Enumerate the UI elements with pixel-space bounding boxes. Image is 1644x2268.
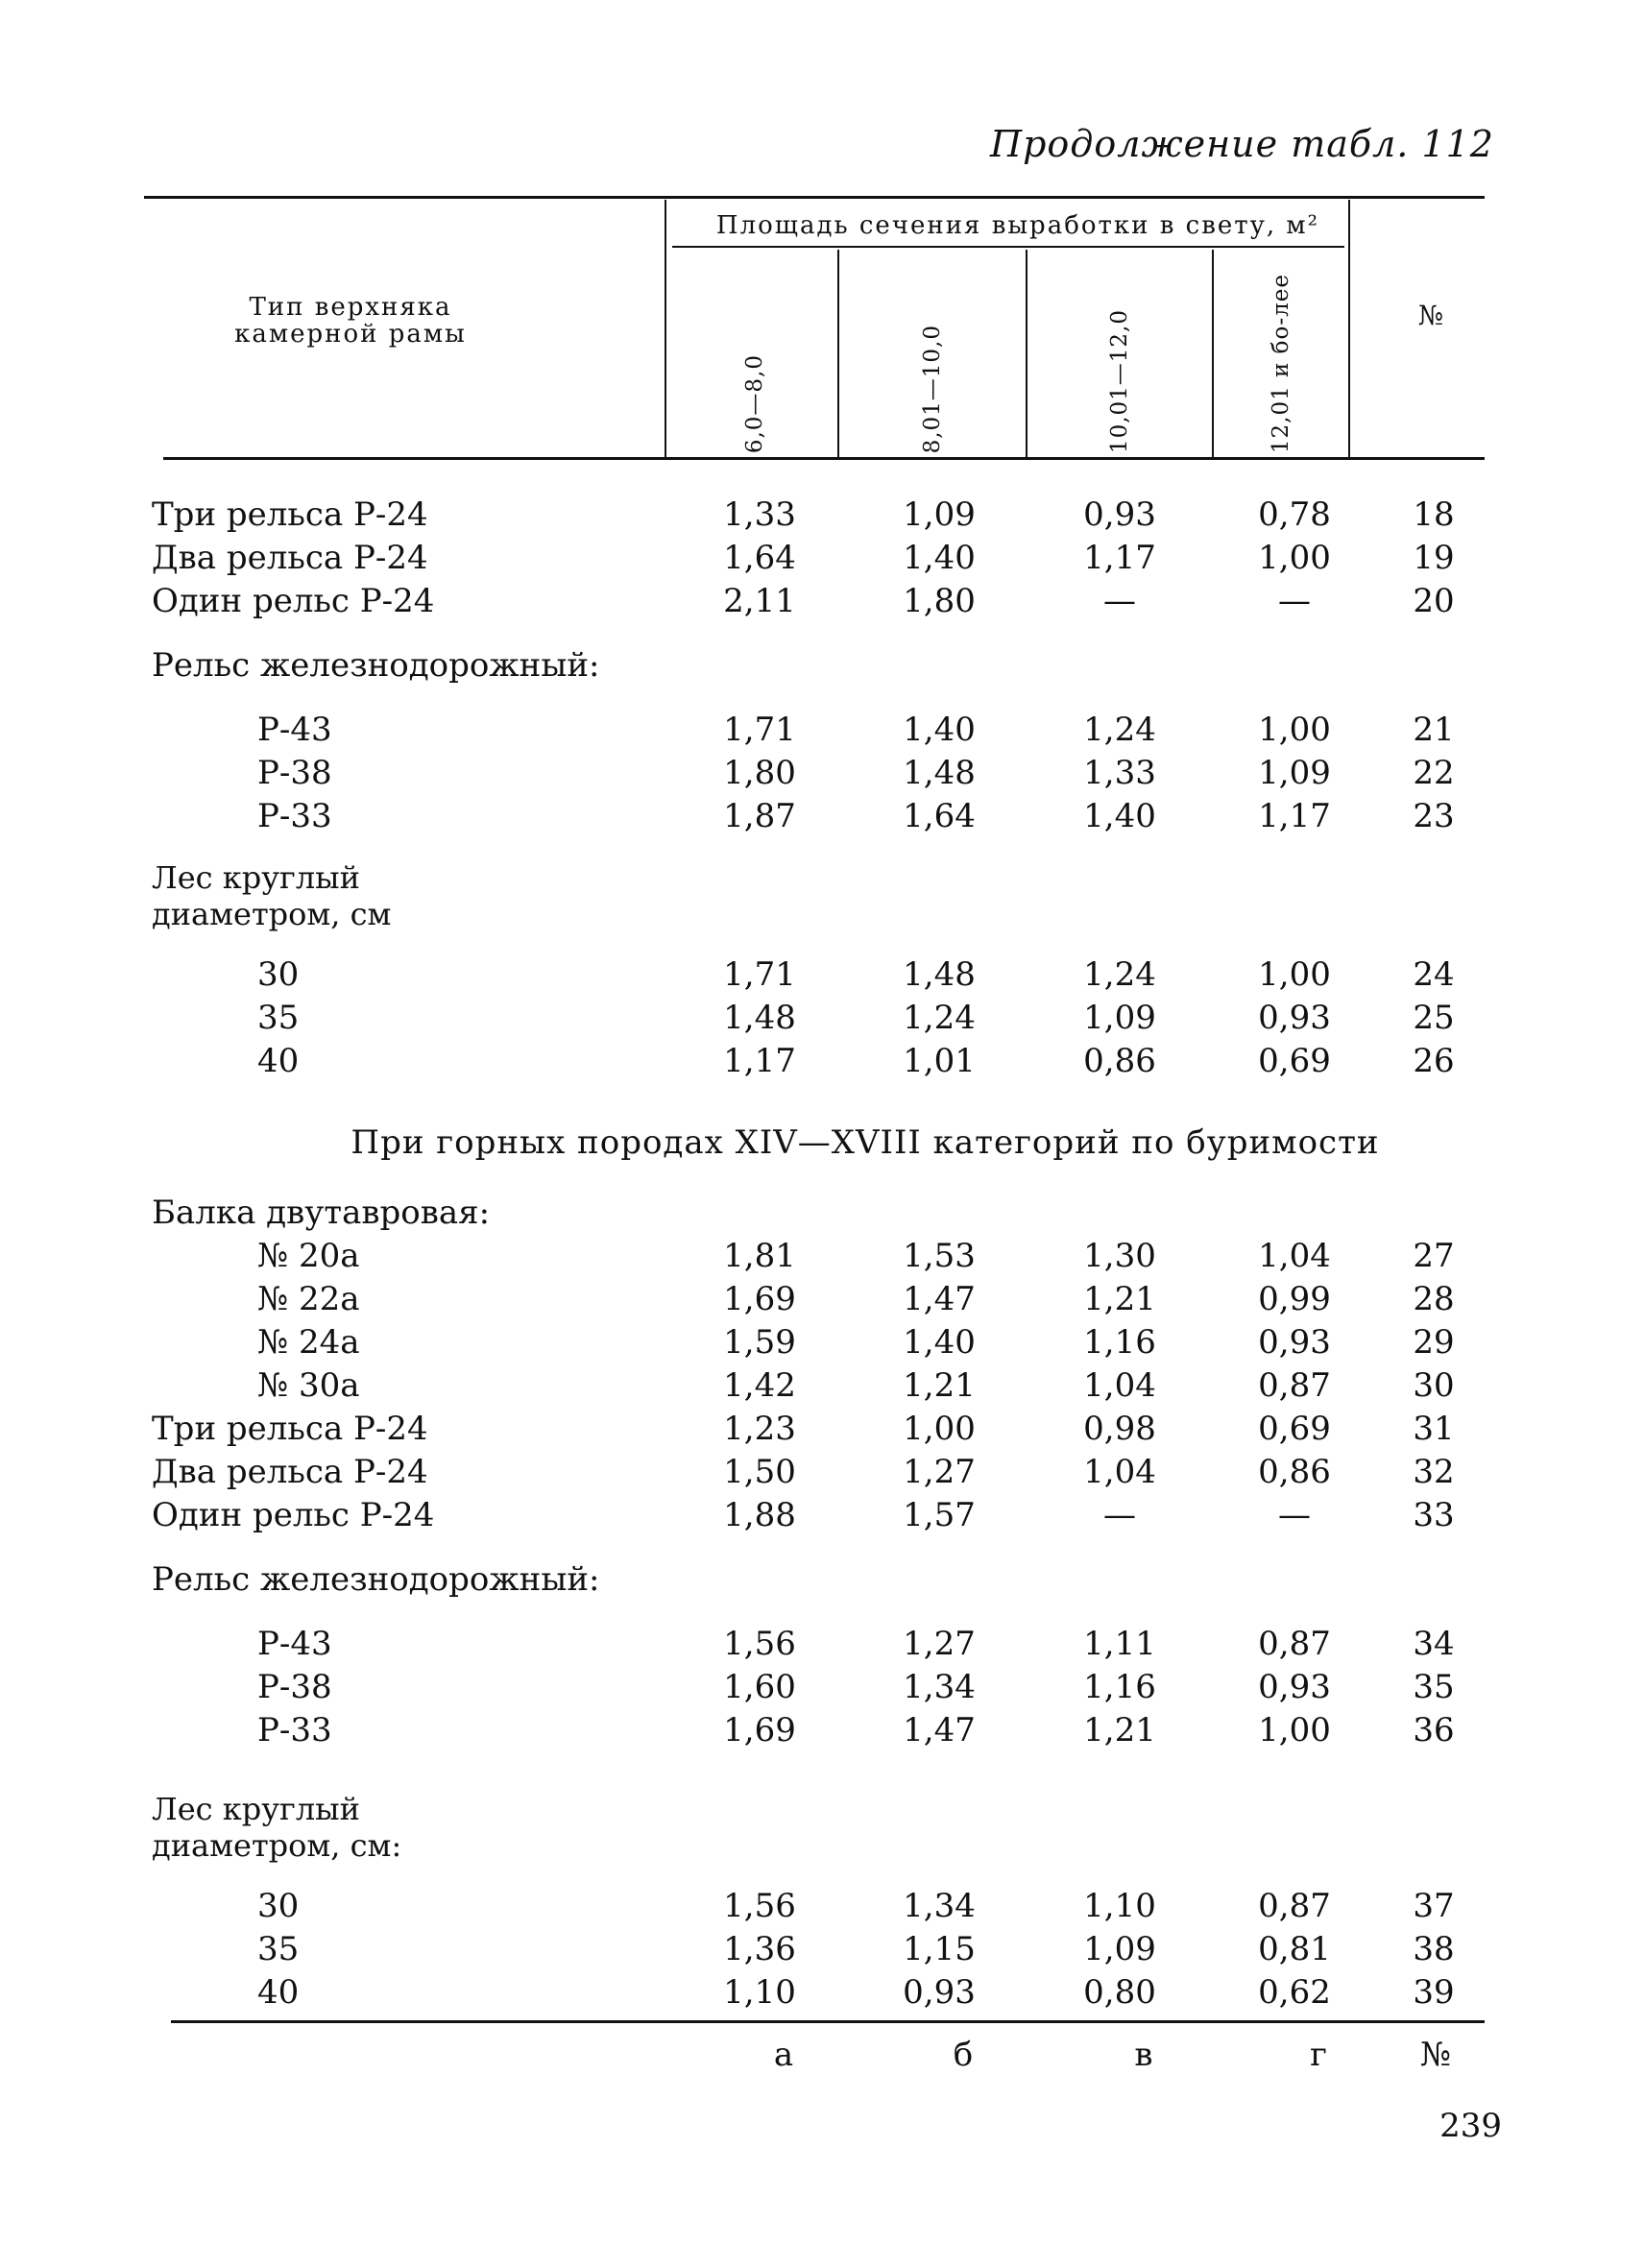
row-label: № 22а: [257, 1280, 360, 1318]
cell-value: 1,47: [903, 1711, 976, 1749]
wood-subheading-line: диаметром, см: [152, 896, 392, 932]
row-number: 22: [1413, 754, 1455, 792]
table-continuation-caption: Продолжение табл. 112: [989, 123, 1494, 165]
cell-value: 1,21: [903, 1366, 976, 1405]
stub-header-line: Тип верхняка: [249, 293, 452, 322]
cell-value: 1,04: [1083, 1366, 1156, 1405]
cell-value: 1,47: [903, 1280, 976, 1318]
footer-letter: г: [1310, 2036, 1327, 2074]
row-number: 29: [1413, 1323, 1455, 1362]
cell-value: 0,86: [1258, 1453, 1331, 1491]
wood-subheading: [0, 859, 1644, 932]
row-number: 33: [1413, 1496, 1455, 1534]
table-body: [0, 494, 1644, 2015]
stub-column-header: [192, 294, 509, 348]
cell-value: 1,64: [723, 539, 796, 577]
area-group-header: Площадь сечения выработки в свету, м²: [715, 211, 1320, 240]
cell-value: 1,00: [903, 1410, 976, 1448]
table-row: [0, 1278, 1644, 1321]
cell-value: —: [1103, 582, 1136, 620]
row-number: 23: [1413, 797, 1455, 835]
cell-value: 1,42: [723, 1366, 796, 1405]
row-label: 30: [257, 955, 300, 994]
cell-value: 1,71: [723, 955, 796, 994]
cell-value: 0,93: [1258, 999, 1331, 1037]
cell-value: 1,10: [1083, 1887, 1156, 1925]
number-column-header: №: [1417, 300, 1444, 331]
cell-value: 0,98: [1083, 1410, 1156, 1448]
cell-value: 1,09: [903, 495, 976, 534]
row-number: 37: [1413, 1887, 1455, 1925]
row-label: № 30а: [257, 1366, 360, 1405]
cell-value: —: [1103, 1496, 1136, 1534]
cell-value: 1,01: [903, 1042, 976, 1080]
row-label: Два рельса Р-24: [152, 539, 428, 577]
cell-value: 1,40: [903, 539, 976, 577]
cell-value: 1,24: [1083, 711, 1156, 749]
column-header-4: [1214, 252, 1348, 453]
block2-rail-p24-group: [0, 1408, 1644, 1537]
cell-value: 1,34: [903, 1887, 976, 1925]
cell-value: —: [1278, 1496, 1311, 1534]
cell-value: 1,17: [723, 1042, 796, 1080]
cell-value: 1,21: [1083, 1280, 1156, 1318]
footer-letter: в: [1134, 2036, 1153, 2074]
table-row: [0, 1709, 1644, 1752]
block1-rail-group: [0, 709, 1644, 838]
page-number: 239: [1439, 2107, 1502, 2145]
cell-value: 1,71: [723, 711, 796, 749]
row-label: 40: [257, 1973, 300, 2012]
row-number: 24: [1413, 955, 1455, 994]
cell-value: 1,69: [723, 1280, 796, 1318]
cell-value: 1,36: [723, 1930, 796, 1968]
row-label: 40: [257, 1042, 300, 1080]
row-label: Р-33: [257, 1711, 332, 1749]
cell-value: 0,69: [1258, 1410, 1331, 1448]
table-row: [0, 494, 1644, 537]
cell-value: 1,40: [903, 711, 976, 749]
cell-value: 1,50: [723, 1453, 796, 1491]
table-row: [0, 1494, 1644, 1537]
row-label: Три рельса Р-24: [152, 1410, 428, 1448]
table-row: [0, 752, 1644, 795]
block2-beam-group: [0, 1235, 1644, 1408]
cell-value: 1,00: [1258, 539, 1331, 577]
block1-rail-p24-group: [0, 494, 1644, 623]
row-label: Р-33: [257, 797, 332, 835]
row-label: Два рельса Р-24: [152, 1453, 428, 1491]
wood-subheading-line: Лес круглый: [152, 859, 360, 896]
column-header-3: [1028, 252, 1212, 453]
row-number: 32: [1413, 1453, 1455, 1491]
cell-value: 0,81: [1258, 1930, 1331, 1968]
row-label: Один рельс Р-24: [152, 1496, 435, 1534]
cell-value: 0,87: [1258, 1366, 1331, 1405]
cell-value: 0,86: [1083, 1042, 1156, 1080]
cell-value: 1,40: [1083, 797, 1156, 835]
cell-value: 1,48: [723, 999, 796, 1037]
table-row: [0, 1928, 1644, 1971]
cell-value: 1,33: [723, 495, 796, 534]
row-number: 20: [1413, 582, 1455, 620]
header-bottom-rule: [163, 457, 1485, 460]
table-row: [0, 1623, 1644, 1666]
cell-value: 1,11: [1083, 1625, 1156, 1663]
cell-value: 1,00: [1258, 955, 1331, 994]
cell-value: 1,00: [1258, 1711, 1331, 1749]
cell-value: 1,48: [903, 754, 976, 792]
footer-letter: а: [773, 2036, 794, 2074]
cell-value: —: [1278, 582, 1311, 620]
cell-value: 1,40: [903, 1323, 976, 1362]
cell-value: 1,17: [1083, 539, 1156, 577]
cell-value: 1,21: [1083, 1711, 1156, 1749]
column-header-text: 8,01—10,0: [920, 324, 945, 453]
row-number: 35: [1413, 1668, 1455, 1706]
row-number: 38: [1413, 1930, 1455, 1968]
table-row: [0, 1971, 1644, 2015]
row-label: № 24а: [257, 1323, 360, 1362]
cell-value: 1,16: [1083, 1323, 1156, 1362]
cell-value: 0,78: [1258, 495, 1331, 534]
row-number: 27: [1413, 1237, 1455, 1275]
cell-value: 1,15: [903, 1930, 976, 1968]
cell-value: 1,30: [1083, 1237, 1156, 1275]
cell-value: 1,56: [723, 1625, 796, 1663]
cell-value: 1,33: [1083, 754, 1156, 792]
row-number: 18: [1413, 495, 1455, 534]
row-number: 21: [1413, 711, 1455, 749]
cell-value: 1,59: [723, 1323, 796, 1362]
column-header-text: 12,01 и бо-лее: [1269, 273, 1293, 453]
row-label: № 20а: [257, 1237, 360, 1275]
table-row: [0, 1885, 1644, 1928]
row-label: 35: [257, 1930, 300, 1968]
row-label: Один рельс Р-24: [152, 582, 435, 620]
cell-value: 0,93: [1258, 1668, 1331, 1706]
rail-subheading: Рельс железнодорожный:: [152, 646, 600, 685]
row-number: 31: [1413, 1410, 1455, 1448]
table-row: [0, 1321, 1644, 1364]
cell-value: 1,04: [1083, 1453, 1156, 1491]
wood-subheading: [0, 1791, 1644, 1864]
section-title: При горных породах XIV—XVIII категорий по буримости: [351, 1123, 1380, 1162]
cell-value: 1,23: [723, 1410, 796, 1448]
cell-value: 0,99: [1258, 1280, 1331, 1318]
cell-value: 1,04: [1258, 1237, 1331, 1275]
row-number: 30: [1413, 1366, 1455, 1405]
row-label: Р-38: [257, 1668, 332, 1706]
column-header-2: [839, 252, 1026, 453]
row-number: 25: [1413, 999, 1455, 1037]
cell-value: 1,27: [903, 1625, 976, 1663]
footer-letter: б: [953, 2036, 974, 2074]
cell-value: 1,56: [723, 1887, 796, 1925]
table-row: [0, 795, 1644, 838]
table-top-rule: [144, 196, 1485, 199]
row-label: 35: [257, 999, 300, 1037]
row-number: 28: [1413, 1280, 1455, 1318]
cell-value: 1,09: [1083, 1930, 1156, 1968]
cell-value: 0,87: [1258, 1887, 1331, 1925]
cell-value: 0,93: [903, 1973, 976, 2012]
row-number: 39: [1413, 1973, 1455, 2012]
column-header-text: 10,01—12,0: [1107, 308, 1132, 453]
table-row: [0, 709, 1644, 752]
block1-wood-group: [0, 953, 1644, 1083]
table-row: [0, 1408, 1644, 1451]
cell-value: 1,09: [1258, 754, 1331, 792]
table-row: [0, 537, 1644, 580]
cell-value: 1,57: [903, 1496, 976, 1534]
cell-value: 1,00: [1258, 711, 1331, 749]
row-number: 19: [1413, 539, 1455, 577]
cell-value: 0,87: [1258, 1625, 1331, 1663]
cell-value: 1,53: [903, 1237, 976, 1275]
table-bottom-rule: [171, 2020, 1485, 2023]
column-header-1: [672, 252, 837, 453]
rail-subheading: Рельс железнодорожный:: [152, 1560, 600, 1599]
block2-wood-group: [0, 1885, 1644, 2015]
table-row: [0, 1364, 1644, 1408]
row-label: Три рельса Р-24: [152, 495, 428, 534]
stub-column-divider: [665, 200, 666, 457]
table-row: [0, 1451, 1644, 1494]
table-row: [0, 1666, 1644, 1709]
cell-value: 0,80: [1083, 1973, 1156, 2012]
row-label: Р-38: [257, 754, 332, 792]
cell-value: 1,10: [723, 1973, 796, 2012]
table-row: [0, 580, 1644, 623]
cell-value: 1,24: [1083, 955, 1156, 994]
row-label: 30: [257, 1887, 300, 1925]
cell-value: 2,11: [723, 582, 796, 620]
cell-value: 0,93: [1083, 495, 1156, 534]
cell-value: 1,27: [903, 1453, 976, 1491]
cell-value: 1,48: [903, 955, 976, 994]
stub-header-line: камерной рамы: [234, 320, 467, 349]
column-letter-footer: [0, 2036, 1644, 2080]
cell-value: 1,09: [1083, 999, 1156, 1037]
row-label: Р-43: [257, 711, 332, 749]
beam-subheading: Балка двутавровая:: [152, 1194, 491, 1232]
cell-value: 1,80: [903, 582, 976, 620]
table-row: [0, 953, 1644, 997]
wood-subheading-line: Лес круглый: [152, 1791, 360, 1827]
table-row: [0, 1040, 1644, 1083]
row-number: 26: [1413, 1042, 1455, 1080]
cell-value: 1,17: [1258, 797, 1331, 835]
block2-rail-group: [0, 1623, 1644, 1752]
row-number: 34: [1413, 1625, 1455, 1663]
cell-value: 0,69: [1258, 1042, 1331, 1080]
cell-value: 1,69: [723, 1711, 796, 1749]
footer-letter: №: [1419, 2036, 1452, 2074]
row-number: 36: [1413, 1711, 1455, 1749]
cell-value: 1,24: [903, 999, 976, 1037]
table-row: [0, 1235, 1644, 1278]
group-header-underline: [672, 246, 1344, 248]
cell-value: 1,34: [903, 1668, 976, 1706]
cell-value: 1,81: [723, 1237, 796, 1275]
cell-value: 1,64: [903, 797, 976, 835]
cell-value: 0,93: [1258, 1323, 1331, 1362]
row-label: Р-43: [257, 1625, 332, 1663]
column-header-text: 6,0—8,0: [742, 353, 767, 453]
cell-value: 0,62: [1258, 1973, 1331, 2012]
cell-value: 1,60: [723, 1668, 796, 1706]
wood-subheading-line: диаметром, см:: [152, 1827, 402, 1864]
cell-value: 1,88: [723, 1496, 796, 1534]
cell-value: 1,87: [723, 797, 796, 835]
cell-value: 1,80: [723, 754, 796, 792]
table-row: [0, 997, 1644, 1040]
cell-value: 1,16: [1083, 1668, 1156, 1706]
